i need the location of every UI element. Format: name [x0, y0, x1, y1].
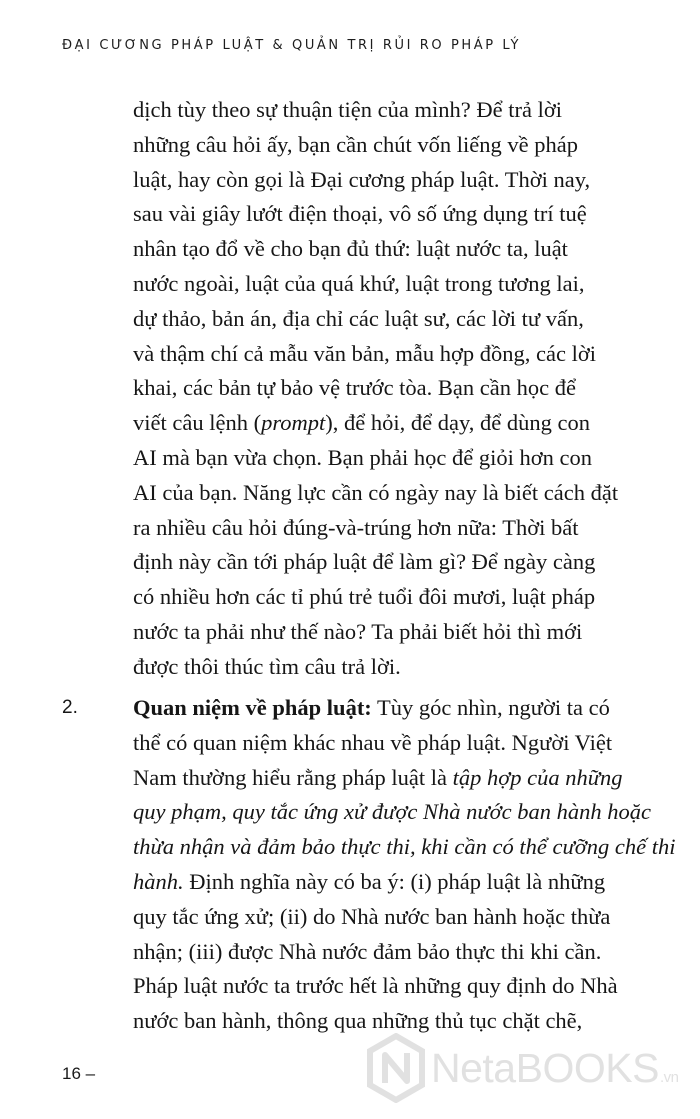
text-line: luật, hay còn gọi là Đại cương pháp luật. Thời nay,	[133, 166, 591, 192]
text-line: quy tắc ứng xử; (ii) do Nhà nước ban hành hoặc thừa	[133, 903, 611, 929]
text-line: nhân tạo đổ về cho bạn đủ thứ: luật nước ta, luật	[133, 236, 568, 262]
text-line: định này cần tới pháp luật để làm gì? Để ngày càng	[133, 549, 596, 575]
item-heading: Quan niệm về pháp luật:	[133, 695, 372, 720]
watermark-brand	[431, 1045, 678, 1092]
list-item-number: 2.	[62, 697, 78, 718]
text-line: những câu hỏi ấy, bạn cần chút vốn liếng về pháp	[133, 131, 578, 157]
text-line: AI của bạn. Năng lực cần có ngày nay là biết cách đặt	[133, 479, 619, 505]
text-line: dịch tùy theo sự thuận tiện của mình? Để trả lời	[133, 97, 562, 122]
text-line: được thôi thúc tìm câu trả lời.	[133, 653, 401, 679]
text-line: nước ngoài, luật của quá khứ, luật trong tương lai,	[133, 270, 585, 296]
text-line: nước ban hành, thông qua những thủ tục chặt chẽ,	[133, 1008, 583, 1034]
watermark	[365, 1028, 695, 1108]
netabooks-logo-icon	[365, 1033, 427, 1103]
text-run: ), để hỏi, để dạy, để dùng con	[325, 410, 590, 436]
watermark-brand-name: NetaBOOKS	[431, 1044, 659, 1091]
text-run: Tùy góc nhìn, người ta có	[371, 695, 610, 720]
text-line	[133, 406, 653, 441]
italic-definition-line: quy phạm, quy tắc ứng xử được Nhà nước ban hành hoặc	[133, 799, 652, 825]
text-line: nước ta phải như thế nào? Ta phải biết hỏi thì mới	[133, 618, 583, 644]
text-line: nhận; (iii) được Nhà nước đảm bảo thực thi khi cần.	[133, 938, 602, 964]
text-line: Pháp luật nước ta trước hết là những quy định do Nhà	[133, 973, 618, 999]
italic-definition-line: thừa nhận và đảm bảo thực thi, khi cần có thể cưỡng chế thi	[133, 834, 676, 860]
text-line	[133, 691, 653, 726]
text-line: và thậm chí cả mẫu văn bản, mẫu hợp đồng, các lời	[133, 340, 597, 366]
text-line: dự thảo, bản án, địa chỉ các luật sư, các lời tư vấn,	[133, 305, 584, 331]
text-line: sau vài giây lướt điện thoại, vô số ứng dụng trí tuệ	[133, 201, 587, 227]
text-line: có nhiều hơn các tỉ phú trẻ tuổi đôi mươi, luật pháp	[133, 584, 596, 610]
text-run: Nam thường hiểu rằng pháp luật là	[133, 764, 453, 790]
italic-term: prompt	[261, 410, 326, 436]
text-run: viết câu lệnh (	[133, 410, 262, 436]
watermark-domain-suffix: .vn	[659, 1068, 679, 1086]
italic-definition: tập hợp của những	[452, 764, 623, 790]
page-number: 16 –	[62, 1064, 96, 1083]
text-line	[133, 761, 653, 796]
text-line: thể có quan niệm khác nhau về pháp luật. Người Việt	[133, 729, 613, 755]
text-line: ra nhiều câu hỏi đúng-và-trúng hơn nữa: Thời bất	[133, 514, 579, 540]
text-line: AI mà bạn vừa chọn. Bạn phải học để giỏi hơn con	[133, 444, 592, 470]
text-line	[133, 865, 653, 900]
text-line: khai, các bản tự bảo vệ trước tòa. Bạn cần học để	[133, 375, 576, 401]
running-header: ĐẠI CƯƠNG PHÁP LUẬT & QUẢN TRỊ RỦI RO PHÁP LÝ	[62, 38, 522, 53]
list-item-body	[133, 691, 676, 1039]
paragraph-continued	[133, 93, 653, 685]
italic-definition: hành.	[133, 868, 184, 894]
text-run: Định nghĩa này có ba ý: (i) pháp luật là những	[183, 868, 606, 894]
